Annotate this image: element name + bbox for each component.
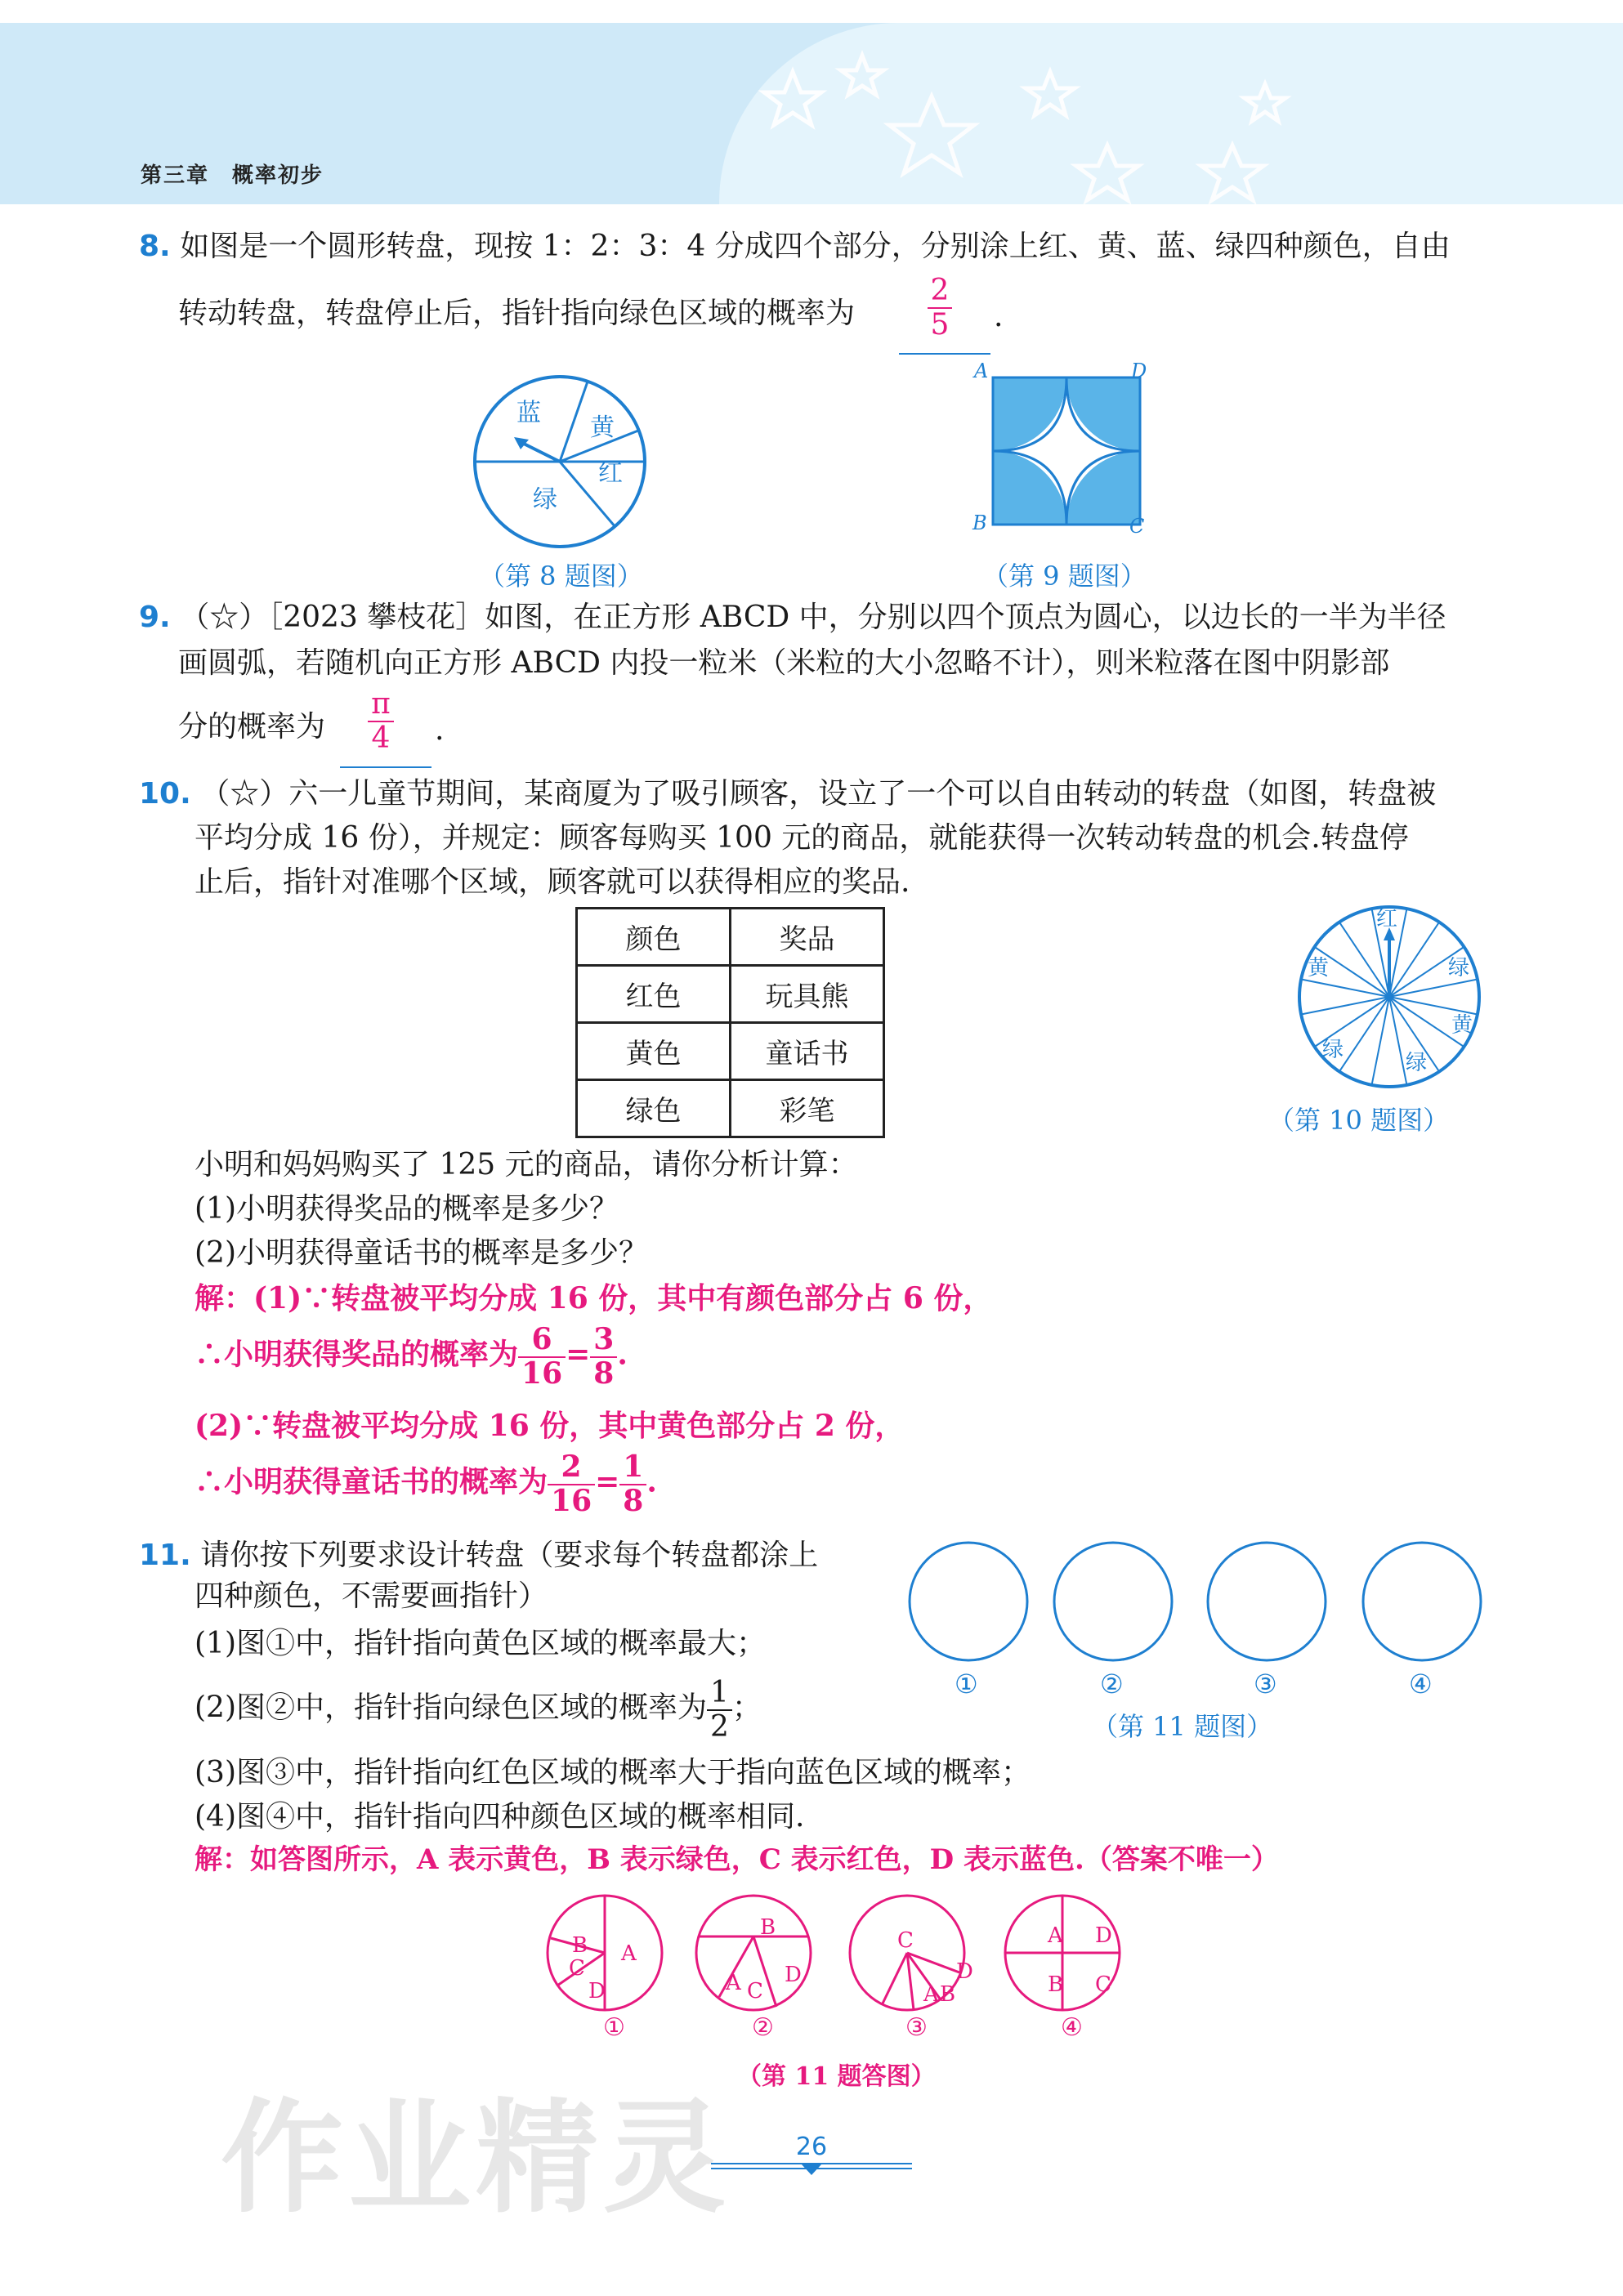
q10-number: 10. [139,777,191,811]
empty-circle-4 [1363,1543,1481,1660]
table-row: 红色 玩具熊 [577,966,884,1023]
answer-part-label: A [726,1971,741,1995]
q11-sub3: (3)图③中，指针指向红色区域的概率大于指向蓝色区域的概率； [194,1756,1031,1789]
empty-circle-3 [1208,1543,1326,1660]
q11-circle-label-1: ① [955,1668,978,1700]
q11-sub2: (2)图②中，指针指向绿色区域的概率为 $\frac{1}{2}$ ； [194,1676,762,1744]
q11-line1 [139,1538,818,1573]
empty-circle-1 [910,1543,1027,1660]
q9-line2: 画圆弧，若随机向正方形 ABCD 内投一粒米（米粒的大小忽略不计），则米粒落在图中阴影部 [178,646,1390,680]
watermark-logo: 作业精灵 [221,2088,731,2230]
q10-solution4: ∴小明获得童话书的概率为 $\frac{2}{16}$ = $\frac{1}{8}$ . [194,1450,657,1518]
q10-solution2: ∴小明获得奖品的概率为 $\frac{6}{16}$ = $\frac{3}{8}$ . [194,1322,628,1391]
q10-line3: 止后，指针对准哪个区域，顾客就可以获得相应的奖品. [194,865,910,899]
q10-sub1: (1)小明获得奖品的概率是多少？ [194,1192,619,1226]
answer-part-label: C [1095,1972,1111,1997]
q8-end: . [994,300,1004,333]
empty-circle-2 [1054,1543,1172,1660]
answer-part-label: C [569,1956,585,1981]
answer-part-label: D [588,1979,606,2003]
q8-label-red: 红 [598,459,623,488]
q10-label-yellow2: 黄 [1451,1013,1473,1038]
q8-label-blue: 蓝 [516,399,541,427]
q11-answer-caption: （第 11 题答图） [737,2062,936,2091]
page-number: 26 [795,2133,828,2161]
answer-part-label: B [1048,1972,1064,1997]
q8-answer: $\frac{2}{5}$ [899,275,981,341]
q10-sub2: (2)小明获得童话书的概率是多少？ [194,1236,648,1270]
q10-solution1: 解：(1)∵转盘被平均分成 16 份，其中有颜色部分占 6 份， [194,1281,993,1316]
q11-text1: 请你按下列要求设计转盘（要求每个转盘都涂上 [200,1539,819,1572]
q11-sub4: (4)图④中，指针指向四种颜色区域的概率相同. [194,1800,805,1834]
q8-caption: （第 8 题图） [479,561,643,592]
q11-circle-label-4: ④ [1409,1668,1433,1700]
q8-label-yellow: 黄 [590,413,615,442]
answer-part-label: A [923,1982,939,2007]
q8-line2: 转动转盘，转盘停止后，指针指向绿色区域的概率为 [178,297,856,330]
answer-part-label: A [621,1941,637,1966]
answer-part-label: B [760,1915,776,1940]
q8-spinner-figure [470,372,650,552]
q9-caption: （第 9 题图） [982,561,1147,592]
table-row: 黄色 童话书 [577,1023,884,1080]
q11-number: 11. [139,1539,191,1572]
q9-text1: （☆）［2023 攀枝花］如图，在正方形 ABCD 中，分别以四个顶点为圆心，以边长的一半为半径 [180,601,1446,634]
q9-vertex-d: D [1131,360,1147,382]
q9-end: . [435,713,445,747]
q8-line1 [139,229,1451,264]
answer-part-label: D [1095,1923,1112,1948]
prize-table [575,907,885,1138]
q11-empty-circles [899,1536,1504,1675]
q11-sub1: (1)图①中，指针指向黄色区域的概率最大； [194,1627,766,1660]
q9-answer: $\frac{\pi}{4}$ [340,688,422,754]
table-row: 颜色 奖品 [577,909,884,966]
header-banner [0,23,1623,204]
q10-line2: 平均分成 16 份），并规定：顾客每购买 100 元的商品，就能获得一次转动转盘的机会.转盘停 [194,821,1409,855]
q10-caption: （第 10 题图） [1268,1105,1450,1136]
q10-line1 [139,776,1436,811]
answer-circle-label-3: ③ [905,2013,928,2042]
q11-solution: 解：如答图所示，A 表示黄色，B 表示绿色，C 表示红色，D 表示蓝色.（答案不唯一） [194,1843,1279,1876]
q9-number: 9. [139,601,171,634]
q10-label-green3: 绿 [1406,1051,1428,1075]
answer-part-label: B [940,1982,956,2007]
answer-circle-label-1: ① [603,2013,625,2042]
q10-text1: （☆）六一儿童节期间，某商厦为了吸引顾客，设立了一个可以自由转动的转盘（如图，转盘被 [200,777,1437,811]
q10-label-yellow1: 黄 [1308,956,1330,980]
q9-vertex-c: C [1129,515,1145,538]
q11-line2: 四种颜色，不需要画指针） [194,1579,548,1613]
answer-part-label: D [785,1963,802,1987]
q10-label-red: 红 [1376,907,1398,931]
table-row: 绿色 彩笔 [577,1080,884,1137]
q9-vertex-b: B [972,511,987,534]
q9-vertex-a: A [974,360,989,382]
answer-part-label: A [1048,1923,1063,1948]
q9-line1 [139,600,1446,635]
q10-label-green1: 绿 [1448,956,1470,980]
q9-line3: 分的概率为 [178,710,326,744]
answer-circle-label-2: ② [752,2013,774,2042]
q8-text1: 如图是一个圆形转盘，现按 1：2：3：4 分成四个部分，分别涂上红、黄、蓝、绿四种颜色，自由 [180,230,1451,263]
q8-blank [899,353,990,355]
answer-circle-label-4: ④ [1061,2013,1083,2042]
q8-number: 8. [139,230,171,263]
q10-line4: 小明和妈妈购买了 125 元的商品，请你分析计算： [194,1148,858,1182]
q10-solution3: (2)∵转盘被平均分成 16 份，其中黄色部分占 2 份， [194,1409,905,1443]
q8-label-green: 绿 [533,485,557,514]
answer-part-label: C [747,1979,763,2003]
q11-circle-label-2: ② [1100,1668,1124,1700]
chapter-title: 第三章 概率初步 [141,163,324,188]
answer-part-label: D [956,1959,973,1984]
q10-label-green2: 绿 [1322,1038,1344,1062]
answer-part-label: B [572,1933,588,1958]
q11-circle-label-3: ③ [1254,1668,1277,1700]
answer-part-label: C [897,1928,914,1953]
q11-caption: （第 11 题图） [1092,1711,1273,1742]
q9-blank [340,766,431,768]
